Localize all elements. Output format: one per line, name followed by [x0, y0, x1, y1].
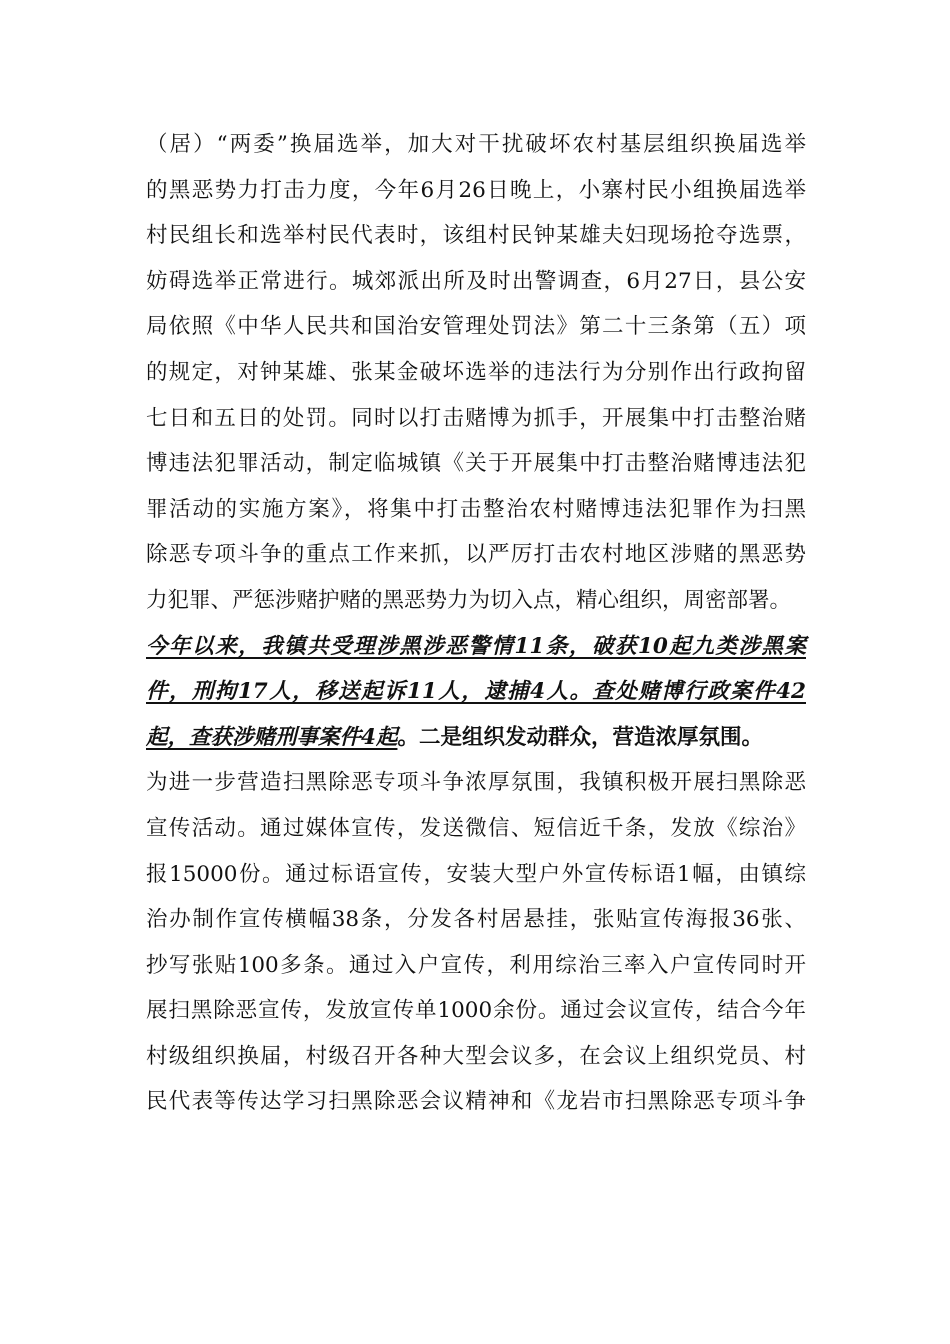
- text-line: 妨碍选举正常进行。城郊派出所及时出警调查，6月27日，县公安: [146, 268, 806, 294]
- emphasis-text: 件，刑拘17人，移送起诉11人，逮捕4人。查处赌博行政案件42: [146, 679, 806, 705]
- emphasis-text: 今年以来，我镇共受理涉黑涉恶警情11条，破获10起九类涉黑案: [146, 633, 806, 659]
- text-line: 局依照《中华人民共和国治安管理处罚法》第二十三条第（五）项: [146, 314, 806, 340]
- text-line: 村级组织换届，村级召开各种大型会议多，在会议上组织党员、村: [146, 1043, 806, 1069]
- emphasis-line: [146, 669, 806, 715]
- text-line: 民代表等传达学习扫黑除恶会议精神和《龙岩市扫黑除恶专项斗争: [146, 1089, 806, 1115]
- text-line: 除恶专项斗争的重点工作来抓，以严厉打击农村地区涉赌的黑恶势: [146, 542, 806, 568]
- emphasis-line: [146, 624, 806, 670]
- text-line: 罪活动的实施方案》，将集中打击整治农村赌博违法犯罪作为扫黑: [146, 496, 806, 522]
- text-line: 报15000份。通过标语宣传，安装大型户外宣传标语1幅，由镇综: [146, 861, 806, 887]
- text-line: 展扫黑除恶宣传，发放宣传单1000余份。通过会议宣传，结合今年: [146, 998, 806, 1024]
- section-heading-text: 。二是组织发动群众，营造浓厚氛围。: [397, 724, 763, 750]
- text-line: 力犯罪、严惩涉赌护赌的黑恶势力为切入点，精心组织，周密部署。: [146, 587, 792, 613]
- text-line: 宣传活动。通过媒体宣传，发送微信、短信近千条，发放《综治》: [146, 815, 806, 841]
- document-body: [146, 122, 806, 1125]
- text-line: 为进一步营造扫黑除恶专项斗争浓厚氛围，我镇积极开展扫黑除恶: [146, 770, 806, 796]
- text-line: 抄写张贴100多条。通过入户宣传，利用综治三率入户宣传同时开: [146, 952, 806, 978]
- text-line: 的规定，对钟某雄、张某金破坏选举的违法行为分别作出行政拘留: [146, 359, 806, 385]
- emphasis-text: 起，查获涉赌刑事案件4起: [146, 724, 398, 750]
- text-line: 村民组长和选举村民代表时，该组村民钟某雄夫妇现场抢夺选票，: [146, 223, 806, 249]
- emphasis-line: [146, 715, 806, 761]
- text-line: （居）“两委”换届选举，加大对干扰破坏农村基层组织换届选举: [146, 132, 806, 157]
- text-line: 七日和五日的处罚。同时以打击赌博为抓手，开展集中打击整治赌: [146, 405, 806, 431]
- text-line: 的黑恶势力打击力度，今年6月26日晚上，小寨村民小组换届选举: [146, 177, 806, 203]
- text-line: 博违法犯罪活动，制定临城镇《关于开展集中打击整治赌博违法犯: [146, 451, 806, 477]
- text-line: 治办制作宣传横幅38条，分发各村居悬挂，张贴宣传海报36张、: [146, 907, 806, 933]
